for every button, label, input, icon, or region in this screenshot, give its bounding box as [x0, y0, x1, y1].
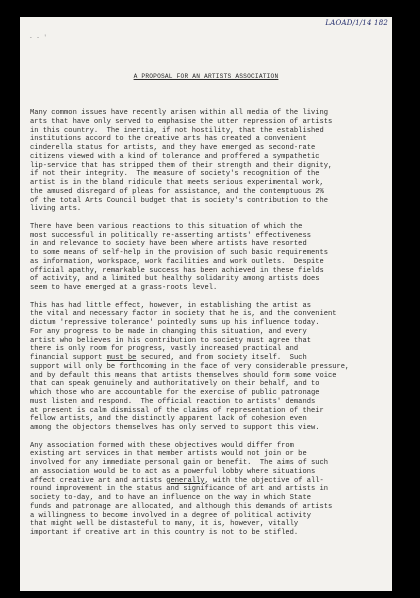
text-line: round improvement in the status and significance of art and artists in — [30, 485, 328, 494]
archive-reference: LAOAD/1/14 182 — [325, 19, 388, 27]
text-line: of activity, and a limited but healthy solidarity among artists does — [30, 275, 320, 284]
text-line: in and relevance to society have been where artists have resorted — [30, 240, 307, 249]
text-line: Many common issues have recently arisen within all media of the living — [30, 109, 328, 117]
text-line: most successful in politically re-asserting artists' effectiveness — [30, 231, 311, 240]
paragraph — [30, 442, 386, 538]
text-line: the amused disregard of pleas for assistance, and the contemptuous 2% — [30, 187, 324, 196]
document-body — [30, 109, 386, 547]
text-line: This has had little effect, however, in establishing the artist as — [30, 301, 311, 310]
text-line: an association would be to act as a powerful lobby where situations — [30, 467, 316, 476]
text-line: official apathy, remarkable success has been achieved in these fields — [30, 266, 324, 275]
text-line: the vital and necessary factor in society that he is, and the convenient — [30, 310, 337, 319]
text-line: society to-day, and to have an influence on the way in which State — [30, 494, 311, 502]
text-line: of the total Arts Council budget that is society's contribution to the — [30, 196, 328, 205]
text-line: cinderella status for artists, and they have emerged as second-rate — [30, 144, 316, 152]
text-line: important if creative art in this country is not to be stifled. — [30, 529, 299, 537]
paragraph — [30, 302, 386, 433]
text-line: at present is calm dismissal of the claims of representation of their — [30, 406, 324, 415]
text-line: fellow artists, and the distinctly apparent lack of cohesion even — [30, 415, 307, 424]
text-line: artist is in the bland ridicule that meets serious experimental work, — [30, 179, 324, 187]
text-line: that might well be distasteful to many, it is, however, vitally — [30, 520, 299, 529]
text-line: a willingness to become involved in a degree of political activity — [30, 511, 311, 520]
text-line: must listen and respond. The official reaction to artists' demands — [30, 397, 316, 406]
text-line: financial support must be secured, and from society itself. Such — [30, 354, 307, 362]
text-line: involved for any immediate personal gain or benefit. The aims of such — [30, 459, 328, 467]
text-line: among the objectors themselves has only served to support this view. — [30, 424, 320, 432]
text-line: institutions accord to the creative arts has created a convenient — [30, 135, 307, 144]
text-line: that can speak genuinely and authoritatively on their behalf, and to — [30, 380, 320, 389]
text-line: affect creative art and artists generally, with the objective of all- — [30, 476, 324, 485]
text-line: lip-service that has stripped them of their strength and their dignity, — [30, 161, 333, 170]
document-title: A PROPOSAL FOR AN ARTISTS ASSOCIATION — [133, 73, 279, 80]
text-line: artist who believes in his contribution to society must agree that — [30, 336, 311, 345]
text-line: support will only be forthcoming in the face of very considerable pressure, — [30, 362, 350, 371]
corner-mark: - - ' — [29, 34, 48, 41]
text-line: funds and patronage are allocated, and although this demands of artists — [30, 502, 333, 511]
text-line: to some means of self-help in the provision of such basic requirements — [30, 249, 328, 257]
text-line: seem to have emerged at a grass-roots level. — [30, 284, 218, 292]
text-line: in this country. The inertia, if not hostility, that the established — [30, 126, 324, 135]
text-line: existing art services in that member artists would not join or be — [30, 450, 307, 459]
text-line: For any progress to be made in changing this situation, and every — [30, 327, 307, 336]
text-line: there is only room for progress, vastly increased practical and — [30, 345, 299, 354]
text-line: There have been various reactions to this situation of which the — [30, 222, 303, 231]
text-line: and by default this means that artists themselves should form some voice — [30, 371, 337, 380]
text-line: which those who are accountable for the exercise of public patronage — [30, 389, 320, 397]
paragraph — [30, 109, 386, 214]
text-line: living arts. — [30, 205, 82, 214]
text-line: as information, workspace, work facilities and work outlets. Despite — [30, 257, 324, 266]
text-line: if not their integrity. The measure of society's recognition of the — [30, 170, 320, 179]
text-line: citizens viewed with a kind of tolerance and proffered a sympathetic — [30, 152, 320, 161]
text-line: dictum 'repressive tolerance' pointedly sums up his influence today. — [30, 319, 320, 327]
text-line: arts that have only served to emphasise the utter repression of artists — [30, 117, 333, 126]
paragraph — [30, 223, 386, 293]
text-line: Any association formed with these objectives would differ from — [30, 441, 294, 450]
document-page — [20, 17, 392, 591]
